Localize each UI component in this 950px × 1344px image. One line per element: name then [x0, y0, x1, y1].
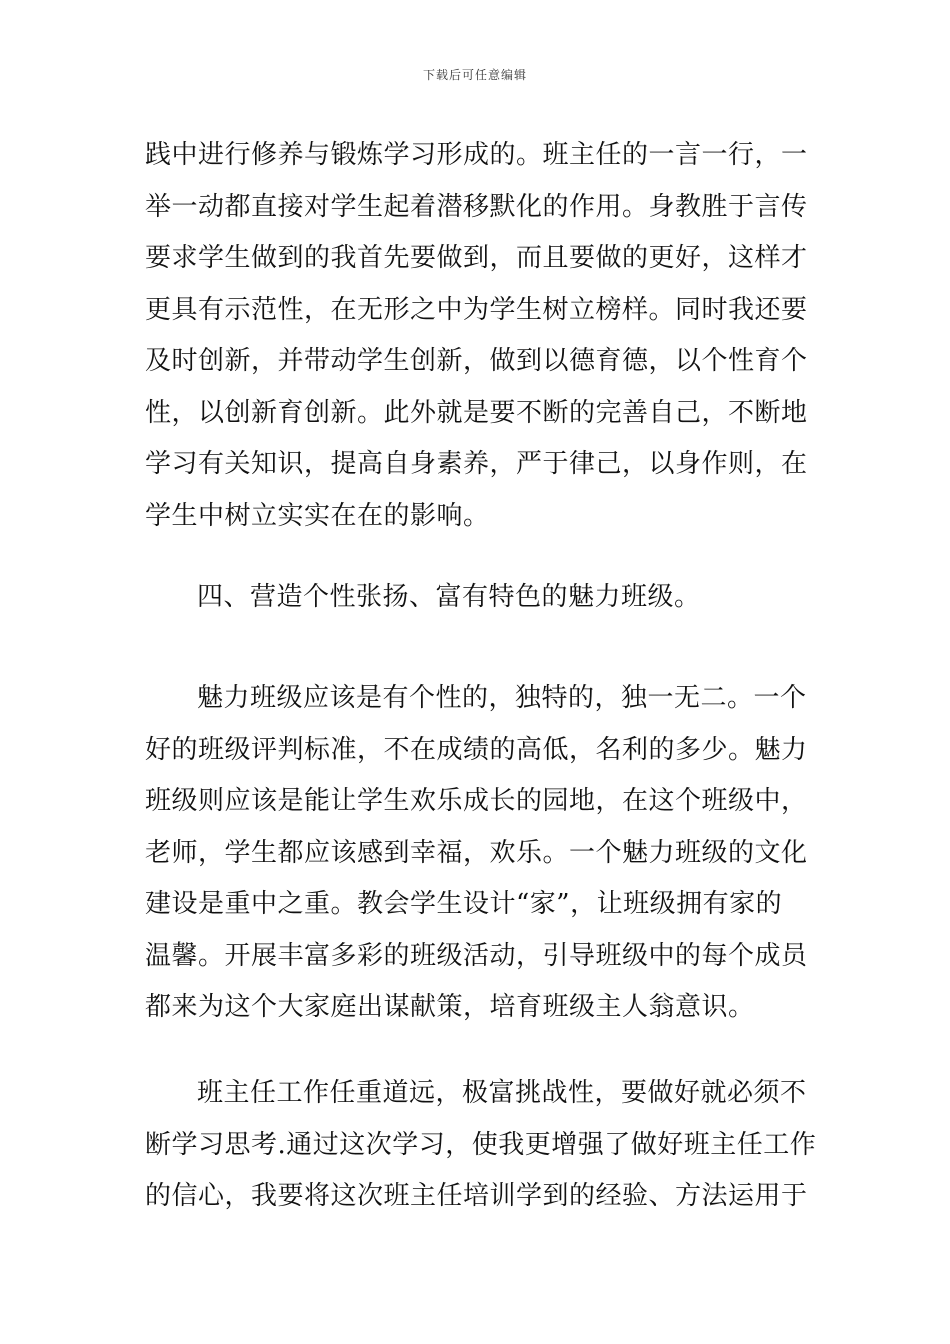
page-header: 下载后可任意编辑	[422, 68, 527, 82]
paragraph-line: 温馨。开展丰富多彩的班级活动，引导班级中的每个成员	[145, 940, 808, 971]
section-heading: 四、营造个性张扬、富有特色的魅力班级。	[197, 582, 701, 612]
paragraph-line: 好的班级评判标准，不在成绩的高低，名利的多少。魅力	[145, 734, 808, 765]
paragraph-line: 的信心，我要将这次班主任培训学到的经验、方法运用于	[145, 1181, 808, 1211]
paragraph-line: 学习有关知识，提高自身素养，严于律己，以身作则，在	[145, 449, 808, 479]
paragraph-line: 老师，学生都应该感到幸福，欢乐。一个魅力班级的文化	[145, 837, 808, 868]
paragraph-2	[145, 673, 810, 1034]
paragraph-1	[145, 130, 810, 542]
paragraph-3	[145, 1068, 817, 1223]
paragraph-line: 学生中树立实实在在的影响。	[145, 500, 490, 531]
paragraph-line: 建设是重中之重。教会学生设计“家”，让班级拥有家的	[145, 889, 783, 919]
paragraph-line: 班级则应该是能让学生欢乐成长的园地，在这个班级中，	[145, 786, 808, 816]
paragraph-line: 要求学生做到的我首先要做到，而且要做的更好，这样才	[145, 243, 808, 273]
paragraph-line: 及时创新，并带动学生创新，做到以德育德，以个性育个	[145, 346, 808, 376]
paragraph-line: 魅力班级应该是有个性的，独特的，独一无二。一个	[197, 683, 807, 713]
paragraph-line: 都来为这个大家庭出谋献策，培育班级主人翁意识。	[145, 992, 755, 1022]
section-heading-4	[145, 572, 810, 624]
paragraph-line: 践中进行修养与锻炼学习形成的。班主任的一言一行，一	[145, 140, 808, 170]
paragraph-line: 更具有示范性，在无形之中为学生树立榜样。同时我还要	[145, 294, 808, 325]
paragraph-line: 断学习思考.通过这次学习，使我更增强了做好班主任工作	[145, 1129, 817, 1160]
paragraph-line: 性，以创新育创新。此外就是要不断的完善自己，不断地	[145, 397, 808, 428]
paragraph-line: 班主任工作任重道远，极富挑战性，要做好就必须不	[197, 1078, 807, 1108]
paragraph-line: 举一动都直接对学生起着潜移默化的作用。身教胜于言传	[145, 191, 808, 222]
